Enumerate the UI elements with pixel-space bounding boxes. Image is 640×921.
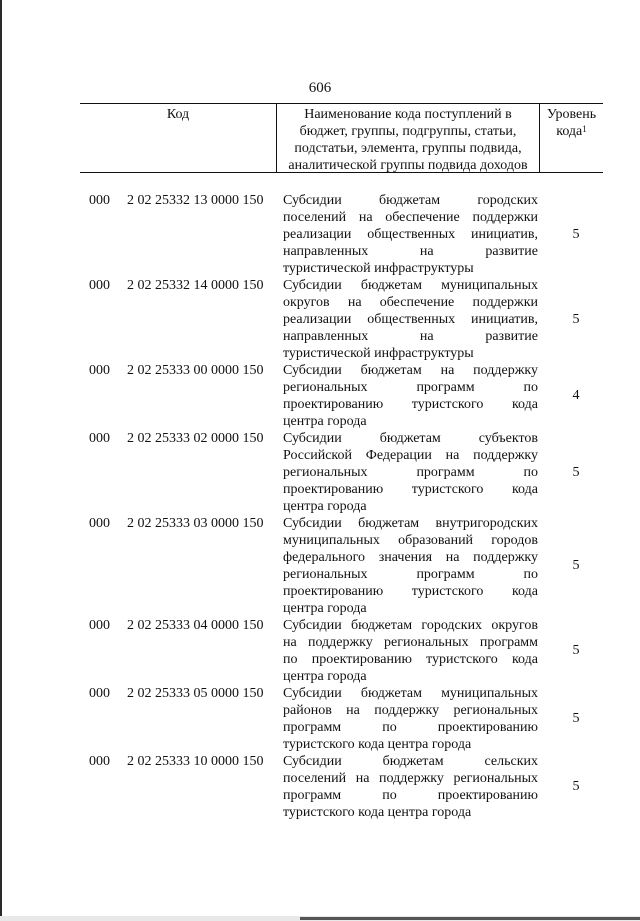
row-name-line: Субсидии бюджетам сельских xyxy=(283,754,538,769)
header-name-line: Наименование кода поступлений в xyxy=(304,107,512,122)
row-name-line: туристической инфраструктуры xyxy=(283,261,474,276)
row-name-line: районов на поддержку региональных xyxy=(283,703,538,718)
row-name xyxy=(283,192,538,277)
row-name-line: проектированию туристского кода xyxy=(283,584,538,599)
row-name-line: Субсидии бюджетам городских xyxy=(283,193,538,208)
row-prefix: 000 xyxy=(89,193,110,208)
row-name-line: центра города xyxy=(283,601,367,616)
row-name xyxy=(283,430,538,515)
row-name-line: округов на обеспечение поддержки xyxy=(283,295,538,310)
header-level-footnote: 1 xyxy=(582,124,587,134)
row-name-line: региональных программ по xyxy=(283,567,538,582)
row-name-line: туристского кода центра города xyxy=(283,805,472,820)
header-name-line: бюджет, группы, подгруппы, статьи, xyxy=(299,124,517,139)
header-code: Код xyxy=(80,104,277,172)
row-name-line: программ по проектированию xyxy=(283,720,538,735)
row-prefix: 000 xyxy=(89,278,110,293)
table-row xyxy=(0,277,640,362)
row-name-line: Субсидии бюджетам на поддержку xyxy=(283,363,538,378)
row-name-line: Субсидии бюджетам муниципальных xyxy=(283,686,538,701)
row-name xyxy=(283,617,538,685)
header-level-line1: Уровень xyxy=(546,107,597,122)
row-name-line: Субсидии бюджетам внутригородских xyxy=(283,516,538,531)
row-name xyxy=(283,362,538,430)
header-level xyxy=(540,104,603,172)
row-name-line: туристского кода центра города xyxy=(283,737,472,752)
row-name-line: муниципальных образований городов xyxy=(283,533,538,548)
row-name-line: проектированию туристского кода xyxy=(283,397,538,412)
row-prefix: 000 xyxy=(89,516,110,531)
row-name-line: реализации общественных инициатив, xyxy=(283,227,538,242)
row-name-line: направленных на развитие xyxy=(283,244,538,259)
row-code: 2 02 25332 13 0000 150 xyxy=(127,193,264,208)
row-name-line: по проектированию туристского кода xyxy=(283,652,538,667)
row-name-line: центра города xyxy=(283,499,367,514)
table-row xyxy=(0,753,640,821)
row-name-line: проектированию туристского кода xyxy=(283,482,538,497)
header-level-word: кода xyxy=(556,124,583,139)
row-name-line: поселений на обеспечение поддержки xyxy=(283,210,538,225)
row-code: 2 02 25332 14 0000 150 xyxy=(127,278,264,293)
row-code: 2 02 25333 05 0000 150 xyxy=(127,686,264,701)
row-name-line: Российской Федерации на поддержку xyxy=(283,448,538,463)
table-row xyxy=(0,192,640,277)
scan-edge-bottom xyxy=(0,916,640,921)
row-prefix: 000 xyxy=(89,618,110,633)
row-name xyxy=(283,685,538,753)
row-level: 5 xyxy=(572,312,580,327)
row-code: 2 02 25333 10 0000 150 xyxy=(127,754,264,769)
table-row xyxy=(0,617,640,685)
row-level: 4 xyxy=(572,388,580,403)
row-name-line: Субсидии бюджетам муниципальных xyxy=(283,278,538,293)
row-name-line: программ по проектированию xyxy=(283,788,538,803)
header-name-line: подстатьи, элемента, группы подвида, xyxy=(294,141,522,156)
row-prefix: 000 xyxy=(89,363,110,378)
row-name-line: региональных программ по xyxy=(283,380,538,395)
row-prefix: 000 xyxy=(89,754,110,769)
row-level: 5 xyxy=(572,643,580,658)
row-name xyxy=(283,753,538,821)
header-name-line: аналитической группы подвида доходов xyxy=(288,158,528,173)
row-code: 2 02 25333 00 0000 150 xyxy=(127,363,264,378)
row-level: 5 xyxy=(572,227,580,242)
row-name xyxy=(283,277,538,362)
row-level: 5 xyxy=(572,711,580,726)
row-name-line: реализации общественных инициатив, xyxy=(283,312,538,327)
row-level: 5 xyxy=(572,779,580,794)
header-level-line2 xyxy=(540,123,603,140)
table-header xyxy=(80,103,603,173)
page-number: 606 xyxy=(308,80,332,96)
row-name-line: поселений на поддержку региональных xyxy=(283,771,538,786)
row-code: 2 02 25333 04 0000 150 xyxy=(127,618,264,633)
row-name-line: Субсидии бюджетам субъектов xyxy=(283,431,538,446)
table-row xyxy=(0,515,640,617)
row-prefix: 000 xyxy=(89,686,110,701)
row-name xyxy=(283,515,538,617)
row-name-line: Субсидии бюджетам городских округов xyxy=(283,618,538,633)
row-name-line: центра города xyxy=(283,414,367,429)
row-code: 2 02 25333 02 0000 150 xyxy=(127,431,264,446)
row-level: 5 xyxy=(572,465,580,480)
header-name xyxy=(277,104,540,172)
row-name-line: федерального значения на поддержку xyxy=(283,550,538,565)
table-row xyxy=(0,362,640,430)
table-row xyxy=(0,430,640,515)
row-name-line: направленных на развитие xyxy=(283,329,538,344)
row-name-line: центра города xyxy=(283,669,367,684)
row-name-line: региональных программ по xyxy=(283,465,538,480)
table-body xyxy=(0,192,640,821)
row-name-line: туристической инфраструктуры xyxy=(283,346,474,361)
table-row xyxy=(0,685,640,753)
row-level: 5 xyxy=(572,558,580,573)
row-prefix: 000 xyxy=(89,431,110,446)
row-name-line: на поддержку региональных программ xyxy=(283,635,538,650)
row-code: 2 02 25333 03 0000 150 xyxy=(127,516,264,531)
